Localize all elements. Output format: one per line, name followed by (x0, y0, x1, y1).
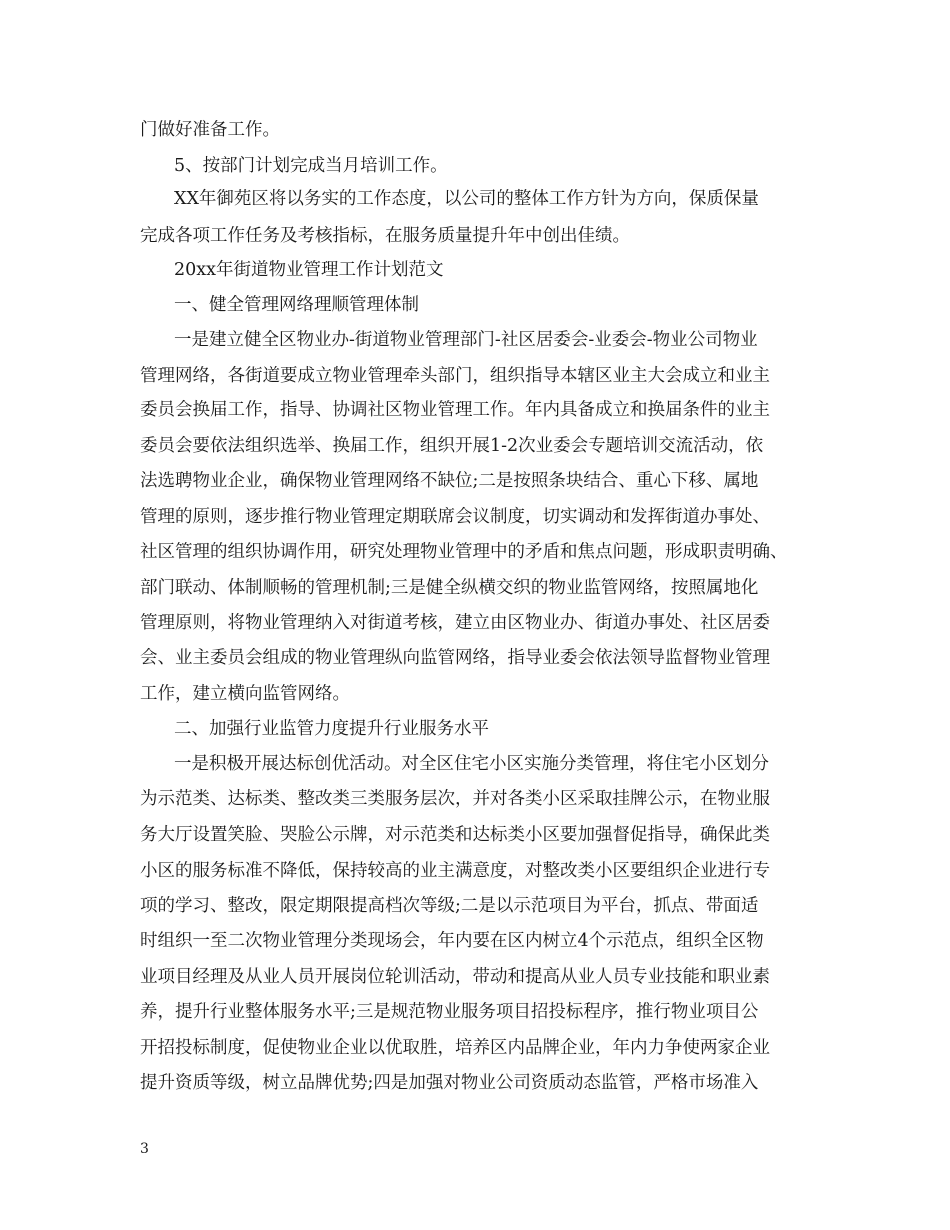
text-line: 一是积极开展达标创优活动。对全区住宅小区实施分类管理，将住宅小区划分 (174, 754, 769, 774)
section-heading: 一、健全管理网络理顺管理体制 (174, 295, 419, 315)
text-line: 务大厅设置笑脸、哭脸公示牌，对示范类和达标类小区要加强督促指导，确保此类 (140, 825, 770, 845)
section-heading: 二、加强行业监管力度提升行业服务水平 (174, 719, 489, 739)
text-line: 法选聘物业企业，确保物业管理网络不缺位;二是按照条块结合、重心下移、属地 (140, 471, 759, 491)
text-line: 开招投标制度，促使物业企业以优取胜，培养区内品牌企业，年内力争使两家企业 (140, 1038, 770, 1058)
text-line: 养，提升行业整体服务水平;三是规范物业服务项目招投标程序，推行物业项目公 (140, 1002, 759, 1022)
section-title: 20xx年街道物业管理工作计划范文 (174, 260, 444, 280)
text-line: 小区的服务标准不降低，保持较高的业主满意度，对整改类小区要组织企业进行专 (140, 861, 770, 881)
text-line: 会、业主委员会组成的物业管理纵向监管网络，指导业委会依法领导监督物业管理 (140, 648, 770, 668)
text-line: 提升资质等级，树立品牌优势;四是加强对物业公司资质动态监管，严格市场准入 (140, 1073, 759, 1093)
text-line: 工作，建立横向监管网络。 (140, 684, 350, 704)
text-line: 一是建立健全区物业办-街道物业管理部门-社区居委会-业委会-物业公司物业 (174, 330, 758, 350)
text-line: 部门联动、体制顺畅的管理机制;三是健全纵横交织的物业监管网络，按照属地化 (140, 578, 759, 598)
text-line: 社区管理的组织协调作用，研究处理物业管理中的矛盾和焦点问题，形成职责明确、 (140, 542, 788, 562)
text-line: 门做好准备工作。 (140, 120, 280, 140)
text-line: 完成各项工作任务及考核指标，在服务质量提升年中创出佳绩。 (140, 226, 630, 246)
text-line: 委员会换届工作，指导、协调社区物业管理工作。年内具备成立和换届条件的业主 (140, 400, 770, 420)
text-line: 时组织一至二次物业管理分类现场会，年内要在区内树立4个示范点，组织全区物 (140, 931, 764, 951)
text-line: 为示范类、达标类、整改类三类服务层次，并对各类小区采取挂牌公示，在物业服 (140, 789, 770, 809)
text-line: 项的学习、整改，限定期限提高档次等级;二是以示范项目为平台，抓点、带面适 (140, 896, 759, 916)
text-line: 业项目经理及从业人员开展岗位轮训活动，带动和提高从业人员专业技能和职业素 (140, 967, 770, 987)
text-line: 管理网络，各街道要成立物业管理牵头部门，组织指导本辖区业主大会成立和业主 (140, 366, 770, 386)
page-number: 3 (140, 1141, 149, 1157)
text-line: 5、按部门计划完成当月培训工作。 (174, 156, 448, 176)
text-line: 管理的原则，逐步推行物业管理定期联席会议制度，切实调动和发挥街道办事处、 (140, 507, 770, 527)
text-line: 委员会要依法组织选举、换届工作，组织开展1-2次业委会专题培训交流活动，依 (140, 436, 764, 456)
text-line: 管理原则，将物业管理纳入对街道考核，建立由区物业办、街道办事处、社区居委 (140, 613, 770, 633)
text-line: XX年御苑区将以务实的工作态度，以公司的整体工作方针为方向，保质保量 (174, 189, 759, 209)
